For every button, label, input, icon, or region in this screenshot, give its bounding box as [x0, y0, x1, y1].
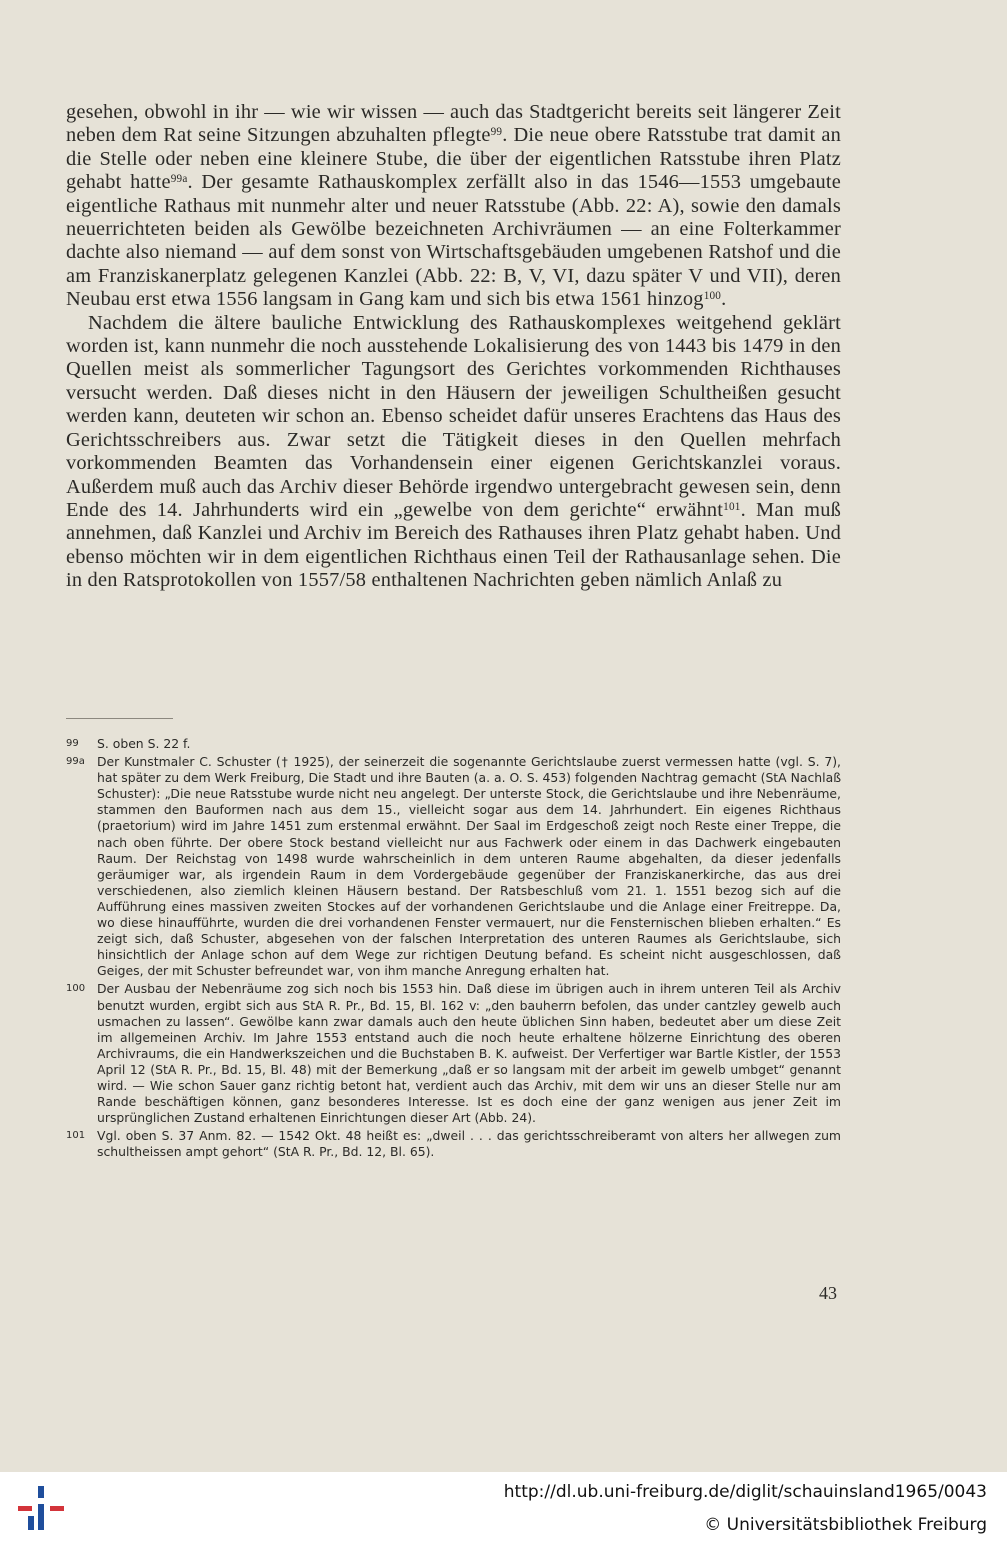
paragraph-2: Nachdem die ältere bauliche Entwicklung des Rathauskomplexes weitgehend geklärt worden ist, kann nunmehr die noch ausstehende Lokalisierung des von 1443 bis 1479 in den Quellen meist als sommerlicher Tagungsort des Gerichtes vorkommenden Richthauses versucht werden. Daß dieses nicht in den Häusern der jeweiligen Schultheißen gesucht werden kann, deuteten wir schon an. Ebenso scheidet dafür unseres Erachtens das Haus des Gerichtsschreibers aus. Zwar setzt die Tätigkeit dieses in den Quellen mehrfach vorkommenden Beamten das Vorhandensein einer eigenen Gerichtskanzlei voraus. Außerdem muß auch das Archiv dieser Behörde irgendwo untergebracht gewesen sein, denn Ende des 14. Jahrhunderts wird ein „gewelbe von dem gerichte“ erwähnt$^{101}$. Man muß annehmen, daß Kanzlei und Archiv im Bereich des Rathauses ihren Platz gehabt haben. Und ebenso möchten wir in dem eigentlichen Richthaus einen Teil der Rathausanlage sehen. Die in den Ratsprotokollen von 1557/58 enthaltenen Nachrichten geben nämlich Anlaß zu — [66, 311, 841, 592]
footnote-number: 101 — [66, 1130, 86, 1142]
footnote-ref-101: 101 — [723, 500, 741, 513]
footnote-ref-99: 99 — [490, 126, 503, 139]
footnote-text: S. oben S. 22 f. — [97, 736, 191, 751]
source-url-link[interactable]: http://dl.ub.uni-freiburg.de/diglit/schauinsland1965/0043 — [503, 1482, 987, 1502]
footnote — [66, 754, 841, 979]
footnote-ref-100: 100 — [703, 290, 722, 303]
copyright-text: © Universitätsbibliothek Freiburg — [704, 1515, 987, 1535]
main-text — [66, 101, 841, 593]
paragraph-1: gesehen, obwohl in ihr — wie wir wissen — auch das Stadtgericht bereits seit längerer Zeit neben dem Rat seine Sitzungen abzuhalten pflegte$^{99}$. Die neue obere Ratsstube trat damit an die Stelle oder neben eine kleinere Stube, die über der eigentlichen Ratsstube ihren Platz gehabt hatte$^{99a}$. Der gesamte Rathauskomplex zerfällt also in das 1546—1553 umgebaute eigentliche Rathaus mit nunmehr alter und neuer Ratsstube (Abb. 22: A), sowie den damals neuerrichteten beiden als Gewölbe bezeichneten Archivräumen — an eine Folterkammer dachte also niemand — auf dem sonst von Wirtschaftsgebäuden umgebenen Ratshof und die am Franziskanerplatz gelegenen Kanzlei (Abb. 22: B, V, VI, dazu später V und VII), deren Neubau erst etwa 1556 langsam in Gang kam und sich bis etwa 1561 hinzog$^{100}$. — [66, 101, 842, 311]
footnotes — [66, 736, 841, 1162]
page-number: 43 — [819, 1283, 837, 1303]
footnote-number: 99 — [66, 738, 79, 749]
footnote-ref-99a: 99a — [170, 173, 188, 186]
ub-freiburg-logo-icon — [18, 1486, 64, 1532]
footnote-number: 100 — [66, 983, 86, 995]
footnote-number: 99a — [66, 756, 85, 768]
footnote — [66, 736, 841, 752]
library-footer — [0, 1472, 1007, 1544]
footnote — [66, 981, 841, 1126]
footnote — [66, 1128, 841, 1160]
footnote-text: Vgl. oben S. 37 Anm. 82. — 1542 Okt. 48 heißt es: „dweil . . . das gerichtsschreiberamt von alters her allwegen zum schultheissen ampt gehort“ (StA R. Pr., Bd. 12, Bl. 65). — [97, 1128, 841, 1160]
footnote-divider — [66, 718, 173, 719]
footnote-text: Der Ausbau der Nebenräume zog sich noch bis 1553 hin. Daß diese im übrigen auch in ihrem unteren Teil als Archiv benutzt wurden, ergibt sich aus StA R. Pr., Bd. 15, Bl. 162 v: „den bauherrn befolen, das under cantzley gewelb auch usmachen zu lassen“. Gewölbe kann zwar damals auch den heute üblichen Sinn haben, bedeutet aber um diese Zeit im allgemeinen Archiv. Im Jahre 1553 entstand auch die noch heute erhaltene hölzerne Einrichtung des oberen Archivraums, die ein Handwerkszeichen und die Buchstaben B. K. aufweist. Der Verfertiger war Bartle Kistler, der 1553 April 12 (StA R. Pr., Bd. 15, Bl. 48) mit der Bemerkung „daß er so langsam mit der arbeit im gewelb umbget“ genannt wird. — Wie schon Sauer ganz richtig betont hat, verdient auch das Archiv, mit dem wir uns an dieser Stelle nur am Rande beschäftigen können, ganz besonderes Interesse. Ist es doch eine der ganz wenigen aus jener Zeit im ursprünglichen Zustand erhaltenen Einrichtungen dieser Art (Abb. 24). — [97, 981, 841, 1126]
footnote-text: Der Kunstmaler C. Schuster († 1925), der seinerzeit die sogenannte Gerichtslaube zuerst vermessen hatte (vgl. S. 7), hat später zu dem Werk Freiburg, Die Stadt und ihre Bauten (a. a. O. S. 453) folgenden Nachtrag gemacht (StA Nachlaß Schuster): „Die neue Ratsstube wurde nicht neu angelegt. Der unterste Stock, die Gerichtslaube und ihre Nebenräume, stammen den Bauformen nach aus dem 15., vielleicht sogar aus dem 14. Jahrhundert. Ein eigenes Richthaus (praetorium) wird im Jahre 1451 zum erstenmal erwähnt. Der Saal im Erdgeschoß zeigt noch Reste einer Treppe, die nach oben führte. Der obere Stock bestand vielleicht nur aus Fachwerk oder einem in das Dachwerk eingebauten Raum. Der Reichstag von 1498 wurde wahrscheinlich in dem unteren Raume abgehalten, da dieser jedenfalls geräumiger war, als irgendein Raum in dem Vordergebäude gegenüber der Franziskanerkirche, das aus drei verschiedenen, also ziemlich kleinen Häusern bestand. Der Ratsbeschluß vom 21. 1. 1551 bezog sich auf die Aufführung eines massiven zweiten Stockes auf der vorhandenen Gerichtslaube und die Anlage einer Freitreppe. Da, wo diese hinaufführte, wurden die drei vorhandenen Fenster vermauert, nur die Fensternischen blieben erhalten.“ Es zeigt sich, daß Schuster, abgesehen von der falschen Interpretation des unteren Raumes als Gerichtslaube, sich hinsichtlich der Anlage schon auf dem Wege zur richtigen Deutung befand. Es scheint nicht ausgeschlossen, daß Geiges, der mit Schuster befreundet war, von ihm manche Anregung erhalten hat. — [97, 754, 841, 979]
